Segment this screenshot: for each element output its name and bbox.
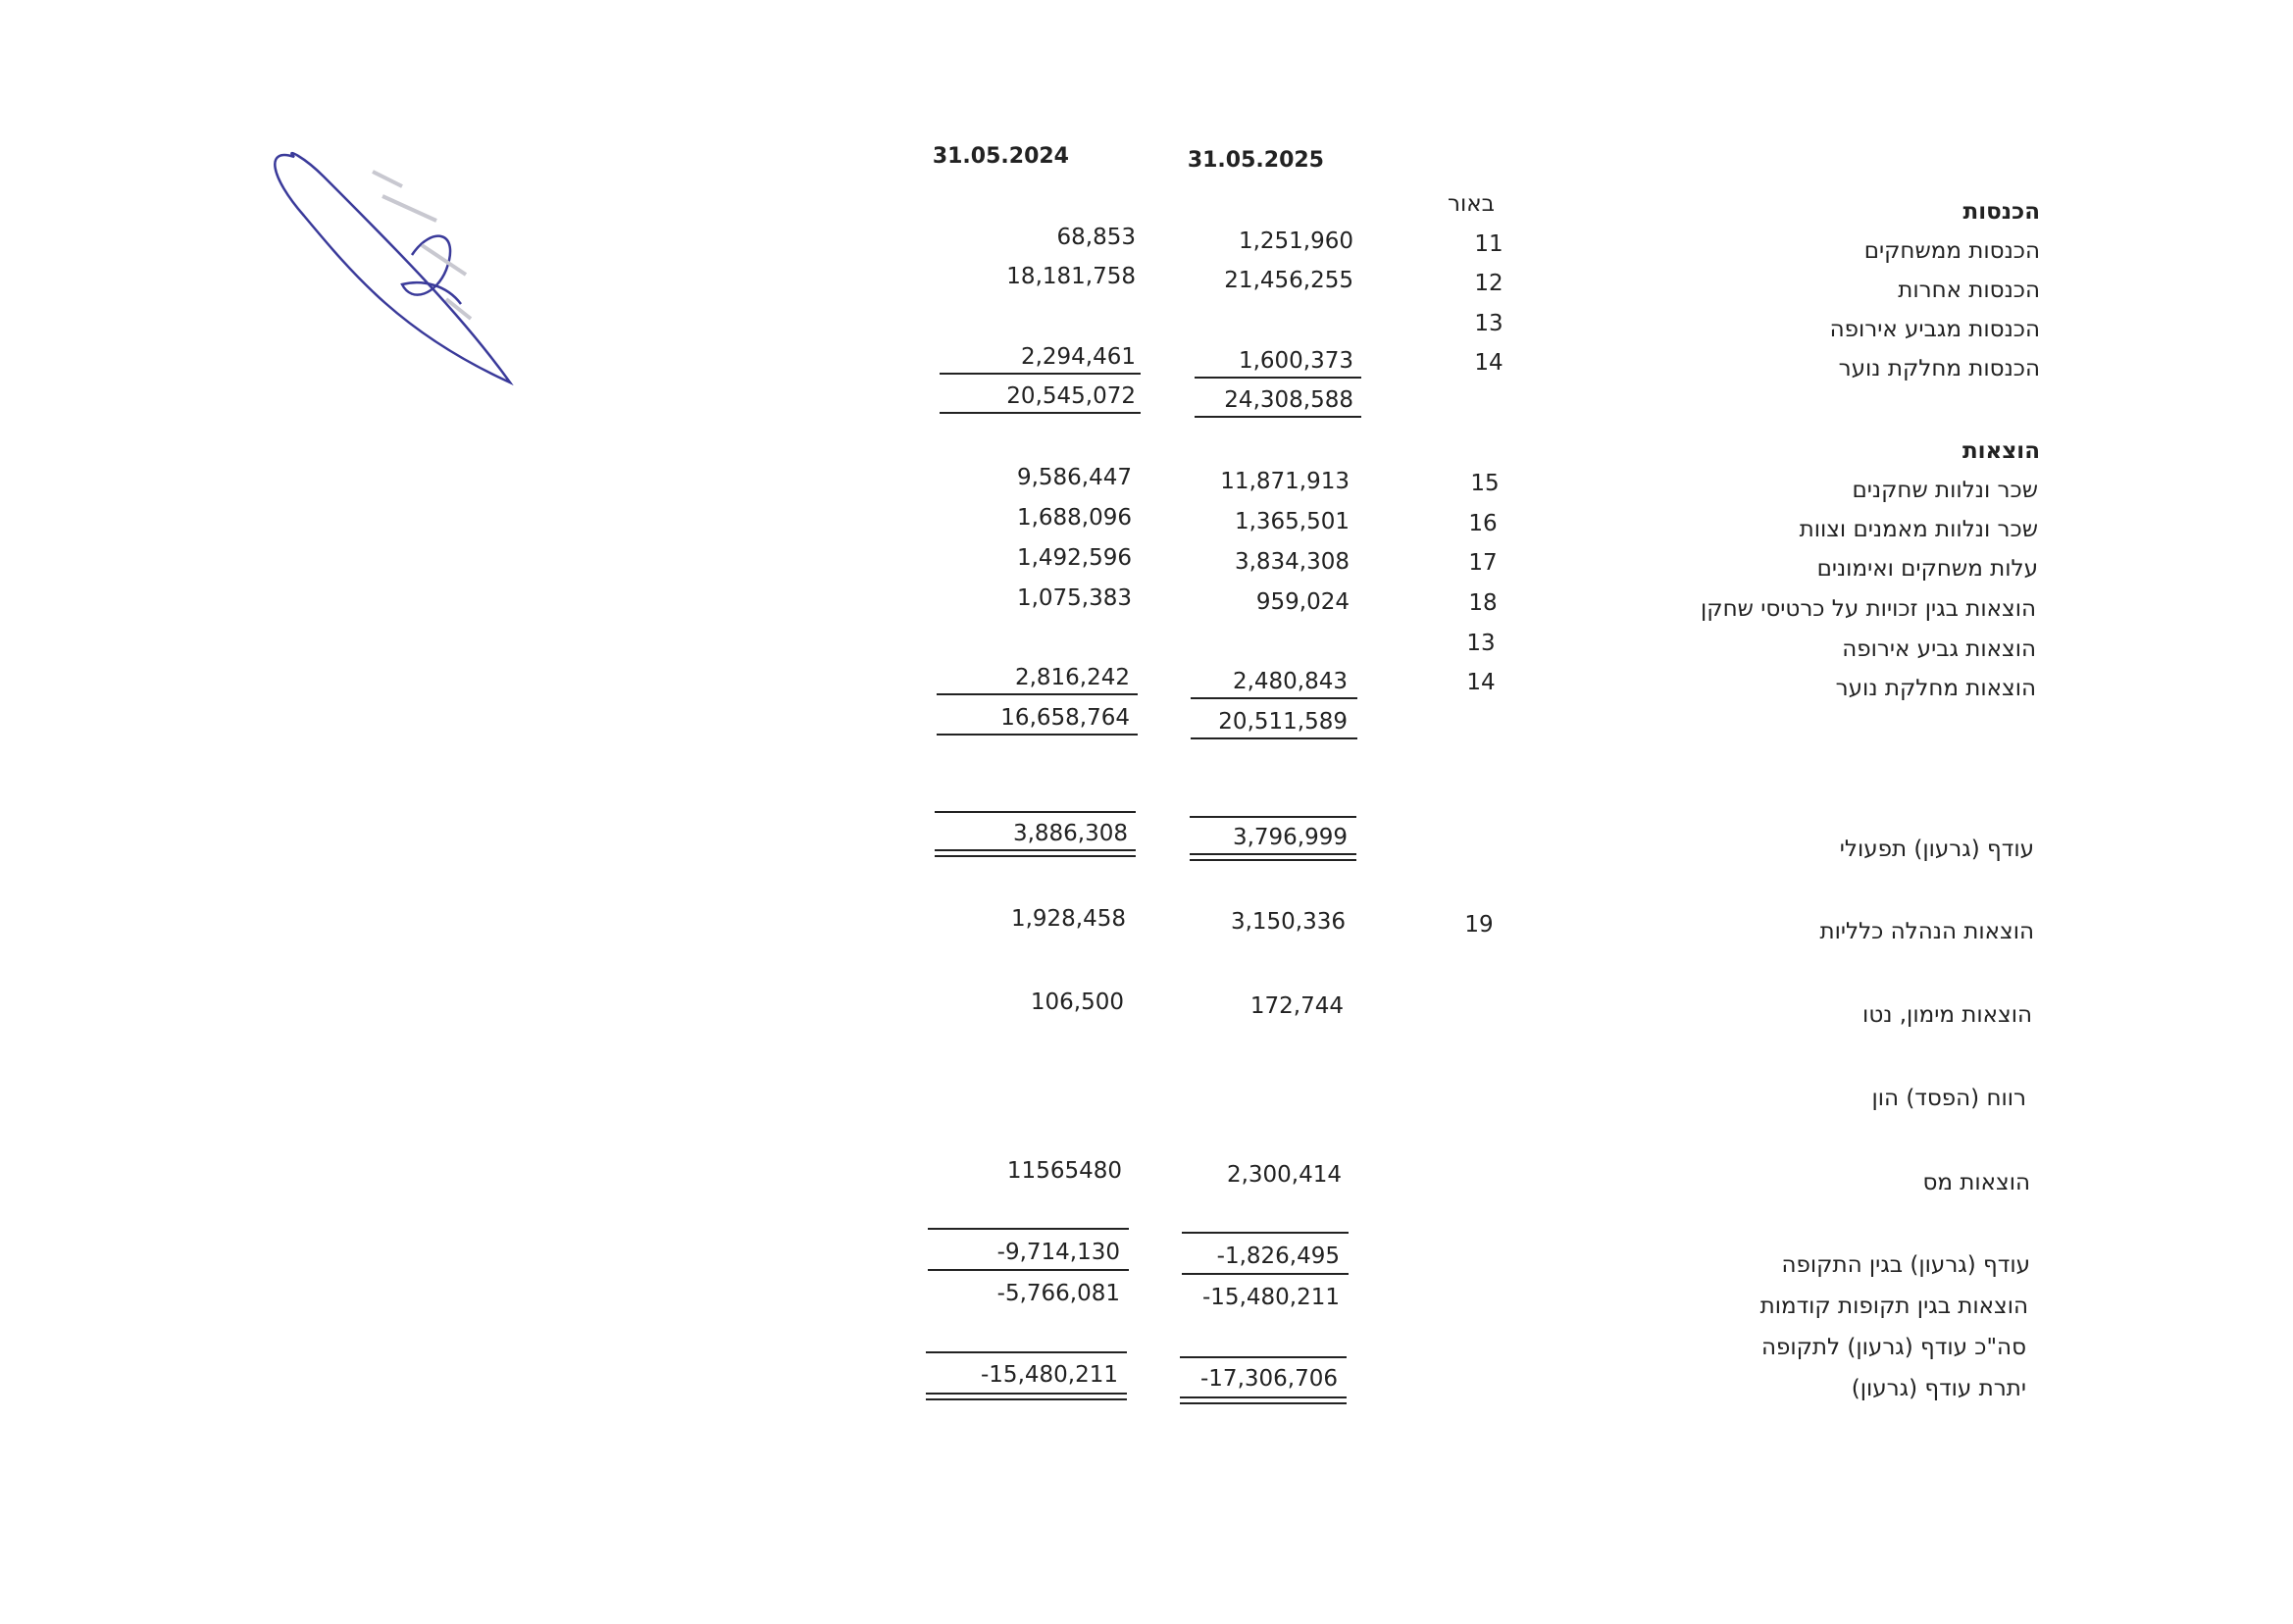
- subtotal-rule: [1180, 1356, 1347, 1358]
- row-label: עודף (גרעון) בגין התקופה: [1781, 1252, 2030, 1278]
- value-2025: 1,600,373: [1238, 348, 1353, 374]
- value-2025: 1,251,960: [1238, 228, 1353, 254]
- row-note: 18: [1468, 590, 1498, 616]
- total-rule: [937, 734, 1138, 736]
- value-2025: 21,456,255: [1224, 268, 1353, 293]
- row-note: 19: [1464, 912, 1494, 938]
- row-label: עודף (גרעון) תפעולי: [1839, 837, 2034, 862]
- income-total-2024: 20,545,072: [1006, 383, 1136, 409]
- row-label: הוצאות מימון, נטו: [1862, 1002, 2032, 1028]
- row-note: 13: [1474, 311, 1503, 336]
- row-label: הוצאות הנהלה כלליות: [1819, 919, 2034, 944]
- note-column-header: באור: [1448, 191, 1495, 217]
- row-note: 17: [1468, 550, 1498, 576]
- subtotal-rule: [1182, 1232, 1349, 1234]
- row-label: הוצאות בגין תקופות קודמות: [1759, 1294, 2028, 1319]
- row-label: הוצאות בגין זכויות על כרטיסי שחקן: [1700, 596, 2036, 622]
- subtotal-rule: [1190, 816, 1356, 818]
- total-rule: [940, 412, 1141, 414]
- operating-2025: 3,796,999: [1232, 825, 1348, 850]
- row-label: הוצאות מחלקת נוער: [1835, 676, 2036, 701]
- col-2024-header: 31.05.2024: [932, 144, 1069, 169]
- value-2025: -15,480,211: [1202, 1285, 1340, 1310]
- double-total-rule: [935, 849, 1136, 857]
- value-2025: 172,744: [1249, 993, 1344, 1019]
- double-total-rule: [1180, 1396, 1347, 1404]
- value-2024: -9,714,130: [996, 1240, 1120, 1265]
- value-2025: 2,480,843: [1232, 669, 1348, 694]
- expenses-section-title: הוצאות: [1962, 438, 2040, 464]
- value-2024: -5,766,081: [996, 1281, 1120, 1306]
- expenses-total-2025: 20,511,589: [1218, 709, 1348, 735]
- double-total-rule: [1190, 853, 1356, 861]
- row-note: 14: [1466, 670, 1496, 695]
- row-label: סה"כ עודף (גרעון) לתקופה: [1760, 1335, 2026, 1360]
- value-2024: 9,586,447: [1016, 465, 1132, 490]
- row-label: שכר ונלוות שחקנים: [1852, 478, 2038, 503]
- value-2024: 1,075,383: [1016, 585, 1132, 611]
- operating-2024: 3,886,308: [1012, 821, 1128, 846]
- row-label: הוצאות מס: [1922, 1170, 2030, 1195]
- subtotal-rule: [937, 693, 1138, 695]
- value-2025: 959,024: [1255, 589, 1350, 615]
- row-note: 11: [1474, 231, 1503, 257]
- value-2025: -1,826,495: [1216, 1243, 1340, 1269]
- value-2024: 1,928,458: [1010, 906, 1126, 932]
- row-note: 14: [1474, 350, 1503, 376]
- subtotal-rule: [940, 373, 1141, 375]
- signature-icon: [265, 137, 539, 402]
- row-note: 13: [1466, 631, 1496, 656]
- value-2024: 1,688,096: [1016, 505, 1132, 531]
- subtotal-rule: [1195, 377, 1361, 379]
- row-label: שכר ונלוות מאמנים וצוות: [1799, 517, 2038, 542]
- row-note: 12: [1474, 271, 1503, 296]
- subtotal-rule: [935, 811, 1136, 813]
- subtotal-rule: [926, 1351, 1127, 1353]
- value-2025: 3,834,308: [1234, 549, 1350, 575]
- value-2024: 106,500: [1030, 990, 1124, 1015]
- subtotal-rule: [1191, 697, 1357, 699]
- row-note: 15: [1470, 471, 1500, 496]
- double-total-rule: [926, 1393, 1127, 1400]
- total-rule: [1191, 737, 1357, 739]
- value-2025: 11,871,913: [1220, 469, 1350, 494]
- row-label: יתרת עודף (גרעון): [1851, 1376, 2026, 1401]
- value-2025: 2,300,414: [1226, 1162, 1342, 1188]
- total-rule: [1195, 416, 1361, 418]
- row-label: הכנסות מגביע אירופה: [1829, 317, 2040, 342]
- value-2025: 3,150,336: [1230, 909, 1346, 935]
- income-total-2025: 24,308,588: [1224, 387, 1353, 413]
- value-2024: 1,492,596: [1016, 545, 1132, 571]
- value-2025: 1,365,501: [1234, 509, 1350, 534]
- value-2024: 68,853: [1056, 225, 1136, 250]
- value-2024: 2,294,461: [1020, 344, 1136, 370]
- row-label: הכנסות מחלקת נוער: [1838, 356, 2040, 381]
- subtotal-rule: [928, 1269, 1129, 1271]
- col-2025-header: 31.05.2025: [1187, 148, 1324, 173]
- row-label: עלות משחקים ואימונים: [1816, 556, 2038, 582]
- value-2024: 2,816,242: [1014, 665, 1130, 690]
- row-label: הכנסות ממשחקים: [1863, 238, 2040, 264]
- row-label: רווח (הפסד) הון: [1871, 1086, 2026, 1111]
- row-label: הכנסות אחרות: [1898, 278, 2040, 303]
- value-2024: 11565480: [1006, 1158, 1122, 1184]
- balance-2025: -17,306,706: [1200, 1366, 1338, 1392]
- row-label: הוצאות גביע אירופה: [1842, 636, 2036, 662]
- row-note: 16: [1468, 511, 1498, 536]
- balance-2024: -15,480,211: [981, 1362, 1118, 1388]
- subtotal-rule: [1182, 1273, 1349, 1275]
- expenses-total-2024: 16,658,764: [1000, 705, 1130, 731]
- income-section-title: הכנסות: [1962, 199, 2040, 225]
- subtotal-rule: [928, 1228, 1129, 1230]
- value-2024: 18,181,758: [1006, 264, 1136, 289]
